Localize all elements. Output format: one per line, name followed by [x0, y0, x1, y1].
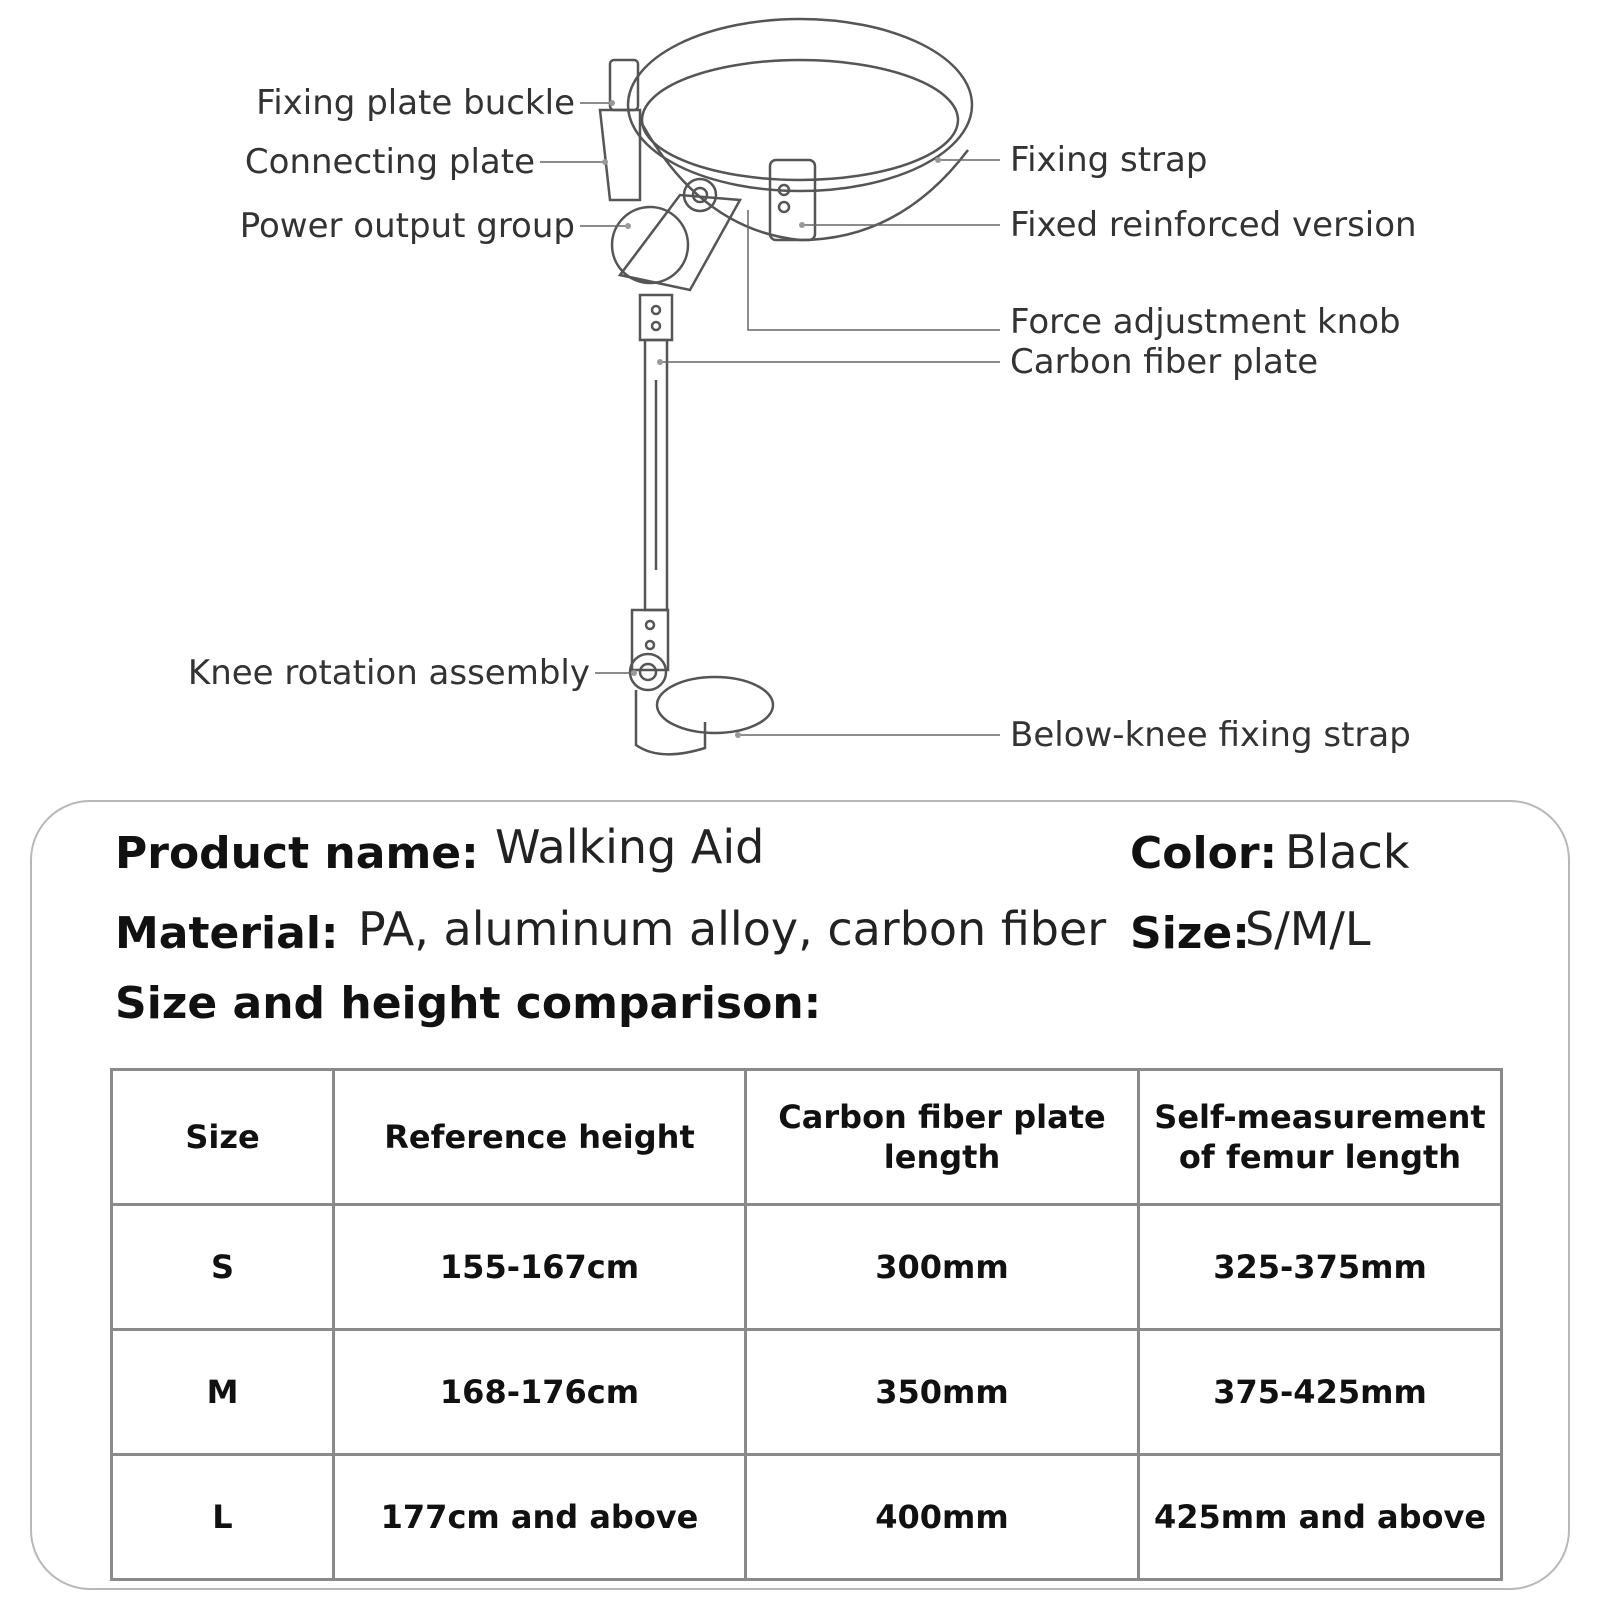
callout-knee-rotation-assembly: Knee rotation assembly: [187, 653, 590, 693]
table-header-row: [112, 1070, 1502, 1205]
color-label: Color:: [1130, 828, 1278, 879]
header-reference-height: Reference height: [334, 1070, 746, 1205]
header-size: Size: [112, 1070, 334, 1205]
table-row: [112, 1455, 1502, 1580]
size-label: Size:: [1130, 908, 1250, 959]
table-row: [112, 1205, 1502, 1330]
cell-femur-length: 325-375mm: [1139, 1205, 1502, 1330]
callout-carbon-fiber-plate: Carbon fiber plate: [1010, 342, 1319, 382]
callout-power-output-group: Power output group: [239, 206, 575, 246]
callout-fixed-reinforced-version: Fixed reinforced version: [1010, 205, 1417, 245]
connecting-plate-shape: [600, 110, 640, 200]
cell-femur-length: 375-425mm: [1139, 1330, 1502, 1455]
cell-plate-length: 350mm: [746, 1330, 1139, 1455]
cell-reference-height: 155-167cm: [334, 1205, 746, 1330]
cell-reference-height: 177cm and above: [334, 1455, 746, 1580]
below-knee-strap-shape: [657, 677, 773, 733]
product-name-value: Walking Aid: [495, 820, 765, 874]
header-femur-length: Self-measurement of femur length: [1139, 1070, 1502, 1205]
cell-plate-length: 300mm: [746, 1205, 1139, 1330]
cell-plate-length: 400mm: [746, 1455, 1139, 1580]
material-value: PA, aluminum alloy, carbon fiber: [358, 902, 1107, 956]
comparison-title: Size and height comparison:: [115, 978, 822, 1029]
callout-fixing-strap: Fixing strap: [1010, 140, 1208, 180]
waist-belt-outer: [628, 19, 972, 191]
reinforced-plate-shape: [770, 160, 815, 240]
waist-belt-inner: [642, 60, 958, 180]
cell-size: M: [112, 1330, 334, 1455]
callout-below-knee-fixing-strap: Below-knee fixing strap: [1010, 715, 1411, 755]
callout-force-adjustment-knob: Force adjustment knob: [1010, 302, 1401, 342]
product-diagram: [0, 0, 1600, 790]
upper-mount-shape: [640, 295, 672, 340]
callout-connecting-plate: Connecting plate: [244, 142, 535, 182]
size-value: S/M/L: [1245, 902, 1371, 956]
size-comparison-table: [110, 1068, 1503, 1581]
header-carbon-fiber-plate-length: Carbon fiber plate length: [746, 1070, 1139, 1205]
cell-femur-length: 425mm and above: [1139, 1455, 1502, 1580]
cell-reference-height: 168-176cm: [334, 1330, 746, 1455]
material-label: Material:: [115, 908, 339, 959]
table-row: [112, 1330, 1502, 1455]
color-value: Black: [1285, 825, 1410, 879]
cell-size: S: [112, 1205, 334, 1330]
product-name-label: Product name:: [115, 828, 479, 879]
cell-size: L: [112, 1455, 334, 1580]
callout-fixing-plate-buckle: Fixing plate buckle: [256, 83, 575, 123]
